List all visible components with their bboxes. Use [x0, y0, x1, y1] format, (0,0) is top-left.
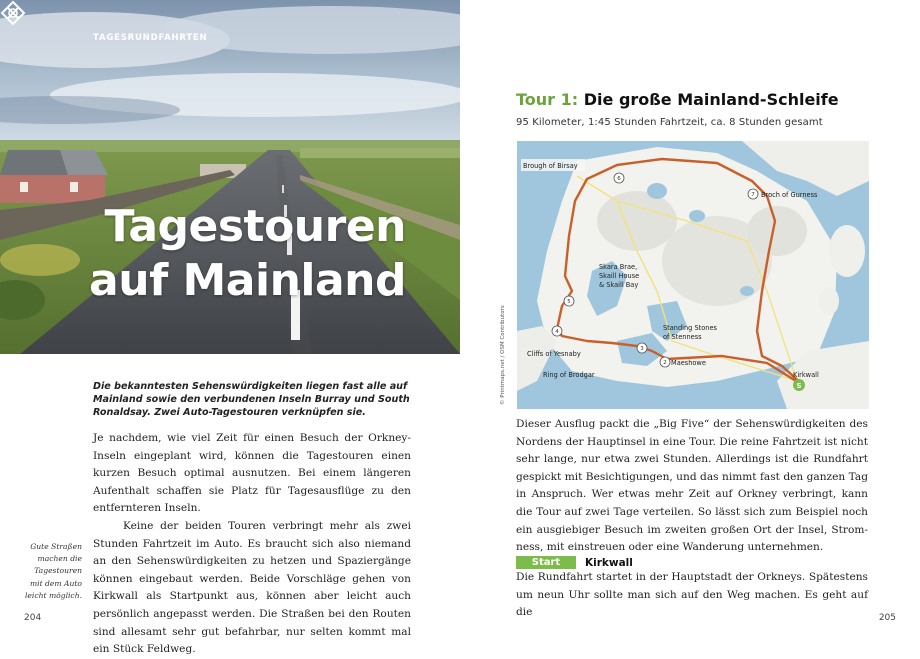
start-row	[516, 556, 633, 569]
map-label-maeshowe: Maeshowe	[671, 359, 706, 367]
left-page	[0, 0, 460, 656]
tour-heading	[516, 90, 839, 109]
map-marker-label: 5	[567, 299, 571, 305]
page-number-right: 205	[878, 613, 896, 623]
right-page	[460, 0, 920, 653]
chapter-title	[89, 200, 406, 308]
tour-number: Tour 1:	[516, 90, 579, 109]
route-map	[517, 141, 869, 409]
tour-title: Die große Mainland-Schleife	[583, 90, 839, 109]
intro-text: Die bekanntesten Sehenswürdigkeiten liegen fast alle auf Mainland sowie den verbundenen Inseln Burray und South Ronaldsay. Zwei Auto-Tagestouren verknüpfen sie.	[93, 381, 410, 418]
right-body-text	[516, 416, 868, 557]
map-marker-label: 2	[663, 360, 667, 366]
paragraph: Dieser Ausflug packt die „Big Five“ der Sehenswürdigkeiten des Nordens der Hauptinsel in eine Tour. Die reine Fahrtzeit ist nicht sehr lange, nur etwa zwei Stunden. Allerdings ist die Rundfahrt gespickt mit Besichtigungen, und das nimmt fast den ganzen Tag in Anspruch. Wer etwas mehr Zeit auf Orkney verbringt, kann die Tour auf zwei Tage verteilen. So lässt sich zum Beispiel noch ein ausgiebiger Besuch im zweiten großen Ort der Insel, Stromness, mit einstreuen oder eine Wanderung unternehmen.	[516, 418, 868, 554]
start-place: Kirkwall	[585, 556, 633, 569]
left-body-text	[93, 430, 411, 659]
start-badge: Start	[516, 556, 576, 569]
map-label-stenness-2: of Stenness	[663, 333, 702, 341]
page-number-left: 204	[24, 613, 42, 623]
route-map-image	[517, 141, 869, 409]
hero-photo	[0, 0, 460, 354]
map-label-skara-2: Skaill House	[599, 272, 640, 280]
start-marker-label: S	[796, 382, 802, 390]
map-label-gurness: Broch of Gurness	[761, 191, 818, 199]
map-marker-label: 3	[640, 346, 644, 352]
section-label: TAGESRUNDFAHRTEN	[93, 33, 208, 43]
map-marker-label: 7	[751, 192, 755, 198]
paragraph: Je nachdem, wie viel Zeit für einen Besuch der Orkney-Inseln eingeplant wird, können die Tagestouren einen kurzen Besuch optimal ausnutzen. Bei einem längeren Aufenthalt schaffen sie Platz für Tagesausflüge zu den entfernteren Inseln.	[93, 432, 411, 515]
chapter-title-line-2: auf Mainland	[89, 255, 406, 306]
map-label-birsay: Brough of Birsay	[523, 162, 578, 170]
map-label-brodgar: Ring of Brodgar	[543, 371, 595, 379]
side-note: Gute Straßen machen die Tagestouren mit dem Auto leicht möglich.	[24, 542, 82, 600]
map-label-stenness-1: Standing Stones	[663, 324, 717, 332]
celtic-knot-icon	[0, 0, 26, 26]
right-body-text-2	[516, 569, 868, 622]
map-marker-label: 4	[555, 329, 559, 335]
map-label-kirkwall: Kirkwall	[793, 371, 819, 379]
tour-subtitle: 95 Kilometer, 1:45 Stunden Fahrtzeit, ca. 8 Stunden gesamt	[516, 117, 823, 128]
paragraph: Keine der beiden Touren verbringt mehr als zwei Stunden Fahrtzeit im Auto. Es braucht sich also niemand an den Sehenswürdigkeiten zu hetzen und Spaziergänge können eingebaut werden. Beide Vorschläge gehen von Kirkwall als Startpunkt aus, können aber leicht auch persönlich angepasst werden. Die Straßen bei den Routen sind allesamt sehr gut befahrbar, nur selten kommt mal ein Stück Feldweg.	[93, 519, 411, 656]
map-credit: © Printmaps.net / OSM Contributors	[500, 305, 506, 405]
map-label-skara-3: & Skaill Bay	[599, 281, 639, 289]
map-marker-label: 6	[617, 176, 621, 182]
map-label-yesnaby: Cliffs of Yesnaby	[527, 350, 581, 358]
map-label-skara-1: Skara Brae,	[599, 263, 638, 271]
paragraph: Die Rundfahrt startet in der Hauptstadt der Orkneys. Spätestens um neun Uhr sollte man sich auf den Weg machen. Es geht auf die	[516, 571, 868, 619]
chapter-title-line-1: Tagestouren	[104, 201, 406, 252]
